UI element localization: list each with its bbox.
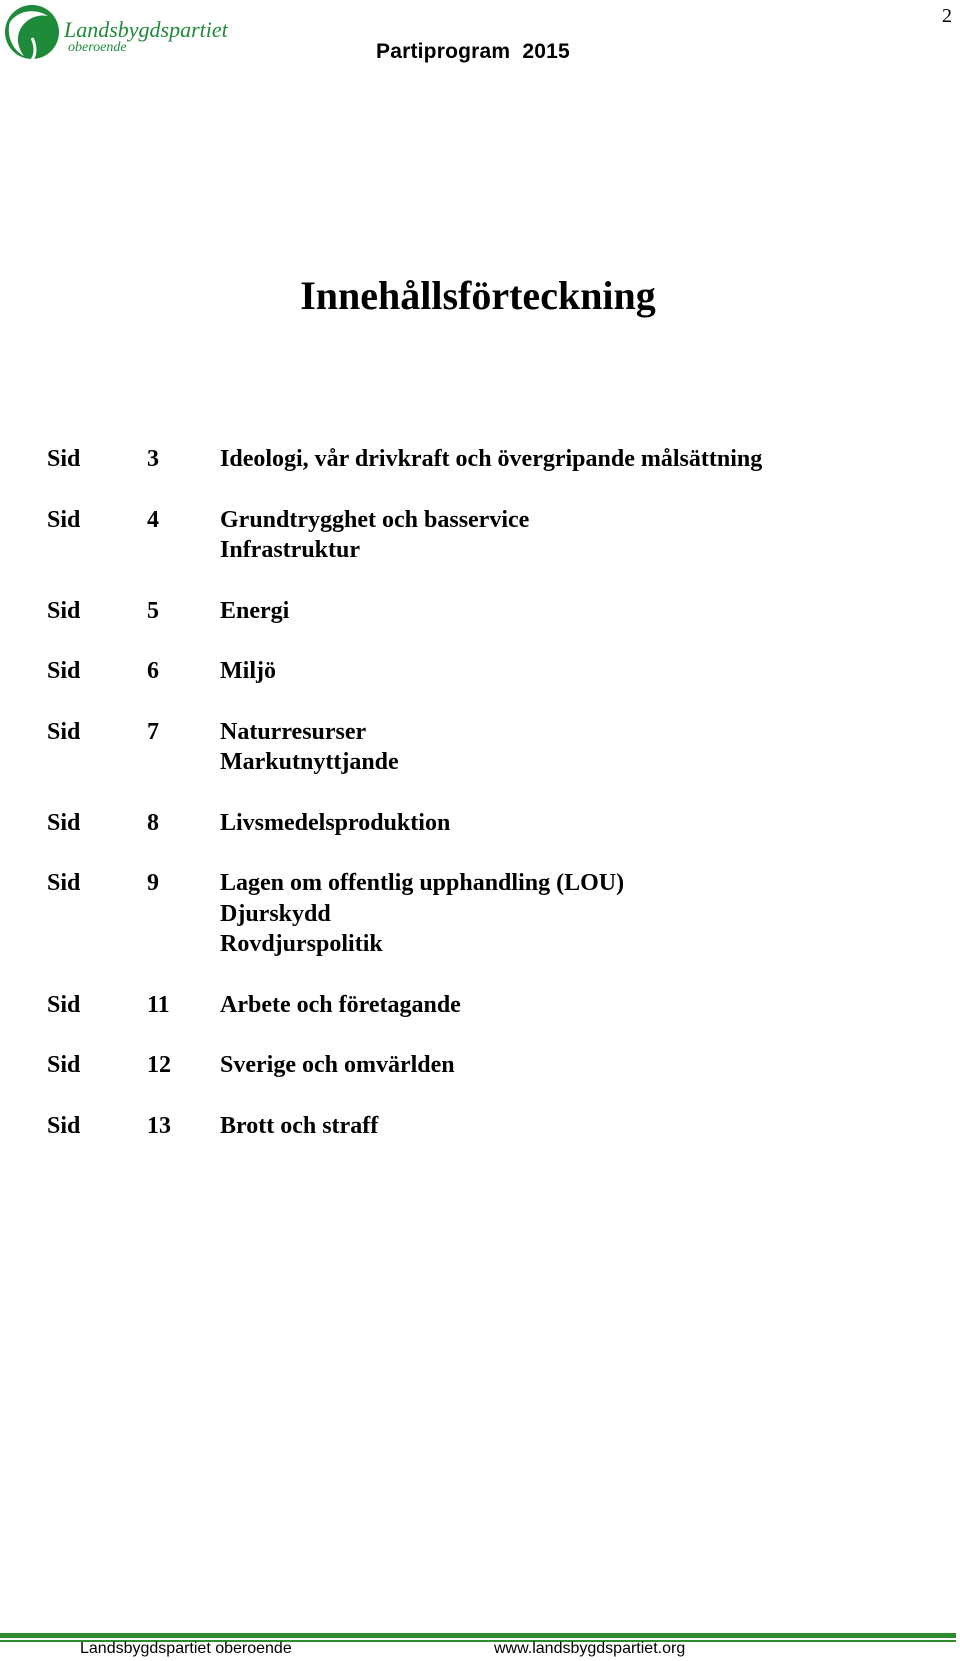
toc-entry-title: Brott och straff xyxy=(220,1112,379,1139)
toc-entry-title: Miljö xyxy=(220,658,276,684)
toc-entry-label: Sid xyxy=(47,870,81,896)
party-logo xyxy=(2,2,232,66)
table-of-contents xyxy=(47,444,927,1171)
toc-entry-label: Sid xyxy=(47,809,81,836)
toc-entry-title: Rovdjurspolitik xyxy=(220,931,383,957)
toc-heading-text: Innehållsförteckning xyxy=(300,273,656,318)
toc-entry-titles xyxy=(220,990,461,1021)
toc-entry-page: 13 xyxy=(147,1112,171,1139)
logo-name: Landsbygdspartiet xyxy=(64,17,228,42)
program-title: Partiprogram 2015 xyxy=(376,40,570,63)
toc-entry xyxy=(47,505,927,566)
toc-entry xyxy=(47,596,927,627)
toc-entry-page: 3 xyxy=(147,446,159,472)
toc-entry-label: Sid xyxy=(47,446,81,472)
toc-entry-title: Naturresurser xyxy=(220,718,367,745)
footer-rule xyxy=(0,1633,956,1638)
footer-website: www.landsbygdspartiet.org xyxy=(494,1640,686,1657)
toc-entry-titles xyxy=(220,808,450,839)
toc-entry xyxy=(47,1111,927,1142)
toc-entry-page: 7 xyxy=(147,718,159,745)
toc-entry xyxy=(47,444,927,475)
toc-entry-title: Arbete och företagande xyxy=(220,991,461,1018)
toc-entry-page: 12 xyxy=(147,1052,171,1078)
toc-entry-titles xyxy=(220,717,399,778)
toc-entry-title: Lagen om offentlig upphandling (LOU) xyxy=(220,870,625,896)
toc-entry-title: Markutnyttjande xyxy=(220,749,399,775)
toc-entry xyxy=(47,656,927,687)
toc-entry-title: Livsmedelsproduktion xyxy=(220,809,451,836)
toc-entry-label: Sid xyxy=(47,991,81,1018)
toc-entry-page: 9 xyxy=(147,870,159,896)
toc-entry-title: Ideologi, vår drivkraft och övergripande målsättning xyxy=(220,446,763,472)
toc-entry-title: Grundtrygghet och basservice xyxy=(220,506,530,533)
toc-entry-titles xyxy=(220,596,289,627)
logo-subtitle: oberoende xyxy=(68,40,127,55)
toc-entry-label: Sid xyxy=(47,597,81,624)
toc-entry xyxy=(47,990,927,1021)
toc-entry-label: Sid xyxy=(47,718,81,745)
toc-entry xyxy=(47,868,927,960)
toc-entry-titles xyxy=(220,1050,455,1081)
toc-heading xyxy=(0,272,960,319)
toc-entry xyxy=(47,1050,927,1081)
toc-entry-page: 11 xyxy=(147,991,170,1018)
toc-entry-label: Sid xyxy=(47,1052,81,1078)
toc-entry-titles xyxy=(220,656,276,687)
toc-entry-titles xyxy=(220,505,529,566)
toc-entry-titles xyxy=(220,444,762,475)
page-number: 2 xyxy=(942,5,952,27)
toc-entry-titles xyxy=(220,1111,378,1142)
toc-entry xyxy=(47,717,927,778)
toc-entry-title: Djurskydd xyxy=(220,900,331,927)
toc-entry-page: 8 xyxy=(147,809,159,836)
toc-entry-label: Sid xyxy=(47,1112,81,1139)
toc-entry-title: Sverige och omvärlden xyxy=(220,1052,455,1078)
toc-entry-label: Sid xyxy=(47,658,81,684)
toc-entry-page: 5 xyxy=(147,597,159,624)
toc-entry-label: Sid xyxy=(47,506,81,533)
footer-party-name: Landsbygdspartiet oberoende xyxy=(80,1640,292,1657)
toc-entry-page: 6 xyxy=(147,658,159,684)
toc-entry xyxy=(47,808,927,839)
toc-entry-title: Infrastruktur xyxy=(220,537,361,563)
toc-entry-title: Energi xyxy=(220,597,290,624)
toc-entry-page: 4 xyxy=(147,506,159,533)
toc-entry-titles xyxy=(220,868,624,960)
